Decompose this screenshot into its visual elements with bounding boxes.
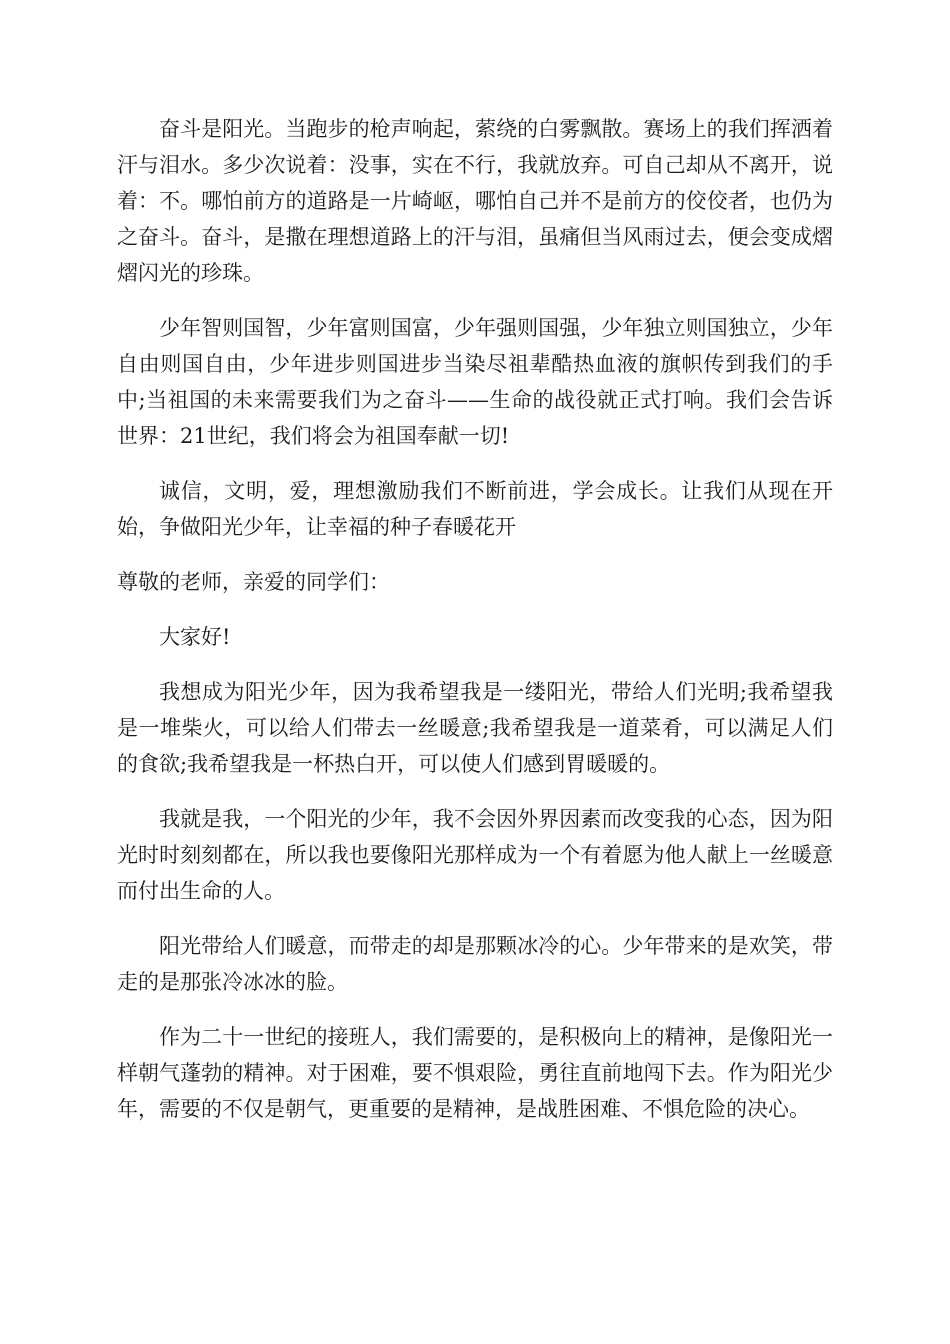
document-body bbox=[117, 111, 833, 1127]
paragraph-youth-nation: 少年智则国智，少年富则国富，少年强则国强，少年独立则国独立，少年自由则国自由，少年进步则国进步当染尽祖辈酷热血液的旗帜传到我们的手中;当祖国的未来需要我们为之奋斗——生命的战役就正式打响。我们会告诉世界：21世纪，我们将会为祖国奉献一切! bbox=[117, 316, 833, 448]
paragraph-i-am-me: 我就是我，一个阳光的少年，我不会因外界因素而改变我的心态，因为阳光时时刻刻都在，所以我也要像阳光那样成为一个有着愿为他人献上一丝暖意而付出生命的人。 bbox=[117, 807, 833, 903]
paragraph-successor: 作为二十一世纪的接班人，我们需要的，是积极向上的精神，是像阳光一样朝气蓬勃的精神。对于困难，要不惧艰险，勇往直前地闯下去。作为阳光少年，需要的不仅是朝气，更重要的是精神，是战胜困难、不惧危险的决心。 bbox=[117, 1025, 833, 1121]
salutation: 尊敬的老师，亲爱的同学们： bbox=[117, 570, 390, 594]
paragraph-struggle: 奋斗是阳光。当跑步的枪声响起，萦绕的白雾飘散。赛场上的我们挥洒着汗与泪水。多少次说着：没事，实在不行，我就放弃。可自己却从不离开，说着：不。哪怕前方的道路是一片崎岖，哪怕自己并不是前方的佼佼者，也仍为之奋斗。奋斗，是撒在理想道路上的汗与泪，虽痛但当风雨过去，便会变成熠熠闪光的珍珠。 bbox=[117, 117, 833, 285]
greeting: 大家好! bbox=[159, 625, 231, 649]
paragraph-sunshine-wish: 我想成为阳光少年，因为我希望我是一缕阳光，带给人们光明;我希望我是一堆柴火，可以给人们带去一丝暖意;我希望我是一道菜肴，可以满足人们的食欲;我希望我是一杯热白开，可以使人们感到胃暖暖的。 bbox=[117, 680, 833, 776]
paragraph-warmth: 阳光带给人们暖意，而带走的却是那颗冰冷的心。少年带来的是欢笑，带走的是那张冷冰冰的脸。 bbox=[117, 934, 833, 994]
paragraph-integrity: 诚信，文明，爱，理想激励我们不断前进，学会成长。让我们从现在开始，争做阳光少年，让幸福的种子春暖花开 bbox=[117, 479, 833, 539]
